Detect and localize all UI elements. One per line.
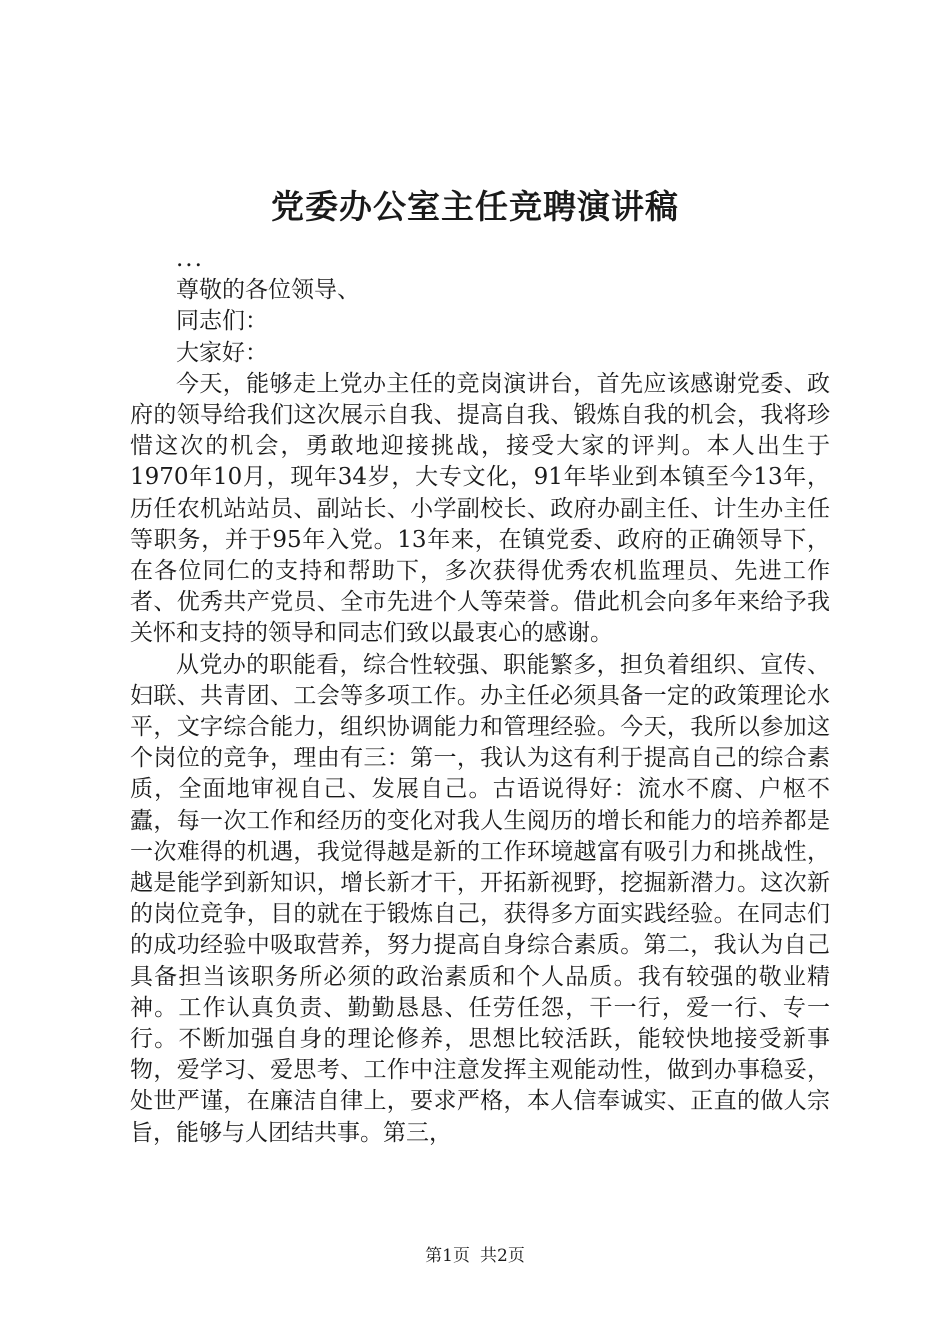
- document-title: 党委办公室主任竞聘演讲稿: [271, 187, 679, 226]
- greeting-line-3: 大家好：: [176, 339, 268, 366]
- greeting-line-1: 尊敬的各位领导、: [176, 277, 360, 304]
- paragraph-2: 从党办的职能看，综合性较强、职能繁多，担负着组织、宣传、妇联、共青团、工会等多项工作。办主任必须具备一定的政策理论水平，文字综合能力，组织协调能力和管理经验。今天，我所以参加这个岗位的竞争，理由有三：第一，我认为这有利于提高自己的综合素质，全面地审视自己、发展自己。古语说得好：流水不腐、户枢不蠹，每一次工作和经历的变化对我人生阅历的增长和能力的培养都是一次难得的机遇，我觉得越是新的工作环境越富有吸引力和挑战性，越是能学到新知识，增长新才干，开拓新视野，挖掘新潜力。这次新的岗位竞争，目的就在于锻炼自己，获得多方面实践经验。在同志们的成功经验中吸取营养，努力提高自身综合素质。第二，我认为自己具备担当该职务所必须的政治素质和个人品质。我有较强的敬业精神。工作认真负责、勤勤恳恳、任劳任怨，干一行，爱一行、专一行。不断加强自身的理论修养，思想比较活跃，能较快地接受新事物，爱学习、爱思考、工作中注意发挥主观能动性，做到办事稳妥，处世严谨，在廉洁自律上，要求严格，本人信奉诚实、正直的做人宗旨，能够与人团结共事。第三，: [130, 651, 830, 1146]
- page-footer: [0, 1244, 950, 1268]
- ellipsis-line: ...: [176, 246, 204, 272]
- paragraph-1: 今天，能够走上党办主任的竞岗演讲台，首先应该感谢党委、政府的领导给我们这次展示自我、提高自我、锻炼自我的机会，我将珍惜这次的机会，勇敢地迎接挑战，接受大家的评判。本人出生于1970年10月，现年34岁，大专文化，91年毕业到本镇至今13年，历任农机站站员、副站长、小学副校长、政府办副主任、计生办主任等职务，并于95年入党。13年来，在镇党委、政府的正确领导下，在各位同仁的支持和帮助下，多次获得优秀农机监理员、先进工作者、优秀共产党员、全市先进个人等荣誉。借此机会向多年来给予我关怀和支持的领导和同志们致以最衷心的感谢。: [130, 370, 830, 647]
- page-total: 共2页: [480, 1246, 525, 1266]
- page-number: 第1页: [425, 1246, 470, 1266]
- greeting-line-2: 同志们：: [176, 308, 268, 335]
- document-body: [130, 244, 830, 1149]
